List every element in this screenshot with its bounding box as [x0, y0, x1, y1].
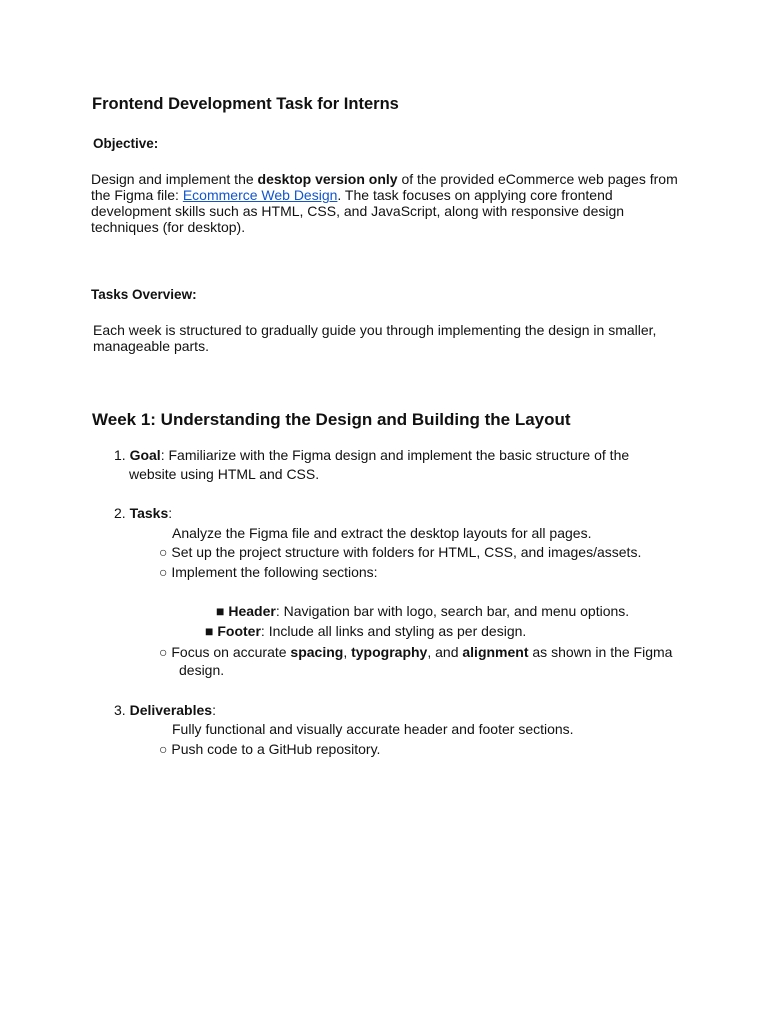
goal-text-line-2: website using HTML and CSS.	[129, 466, 320, 482]
focus-spacing: spacing	[290, 644, 344, 660]
goal-text: : Familiarize with the Figma design and implement the basic structure of the	[160, 447, 630, 463]
tasks-item	[114, 505, 172, 522]
circle-bullet-icon: ○	[159, 544, 168, 560]
objective-line-1	[91, 171, 678, 188]
focus-text: , and	[427, 644, 463, 660]
objective-text: Design and implement the	[91, 171, 258, 187]
objective-line-4: techniques (for desktop).	[91, 219, 246, 235]
list-number: 2.	[114, 505, 126, 521]
objective-text: the Figma file:	[91, 187, 183, 203]
focus-typography: typography	[351, 644, 428, 660]
square-bullet-icon: ■	[216, 603, 225, 619]
deliverables-subitem-text: Push code to a GitHub repository.	[171, 741, 381, 757]
tasks-label: Tasks	[129, 505, 169, 521]
focus-text: as shown in the Figma	[528, 644, 673, 660]
list-number: 1.	[114, 447, 126, 463]
focus-text-line-2: design.	[179, 662, 225, 678]
circle-bullet-icon: ○	[159, 564, 168, 580]
tasks-subitem-3	[159, 564, 378, 581]
deliverables-subitem-1: Fully functional and visually accurate header and footer sections.	[172, 721, 574, 737]
focus-alignment: alignment	[462, 644, 529, 660]
circle-bullet-icon: ○	[159, 644, 168, 660]
footer-label: Footer	[217, 623, 261, 639]
overview-line-2: manageable parts.	[93, 338, 209, 354]
tasks-subitem-focus	[159, 644, 672, 661]
tasks-subitem-text: Implement the following sections:	[171, 564, 378, 580]
deliverables-item	[114, 702, 216, 719]
overview-heading: Tasks Overview:	[91, 287, 197, 302]
tasks-subitem-text: Set up the project structure with folders for HTML, CSS, and images/assets.	[171, 544, 642, 560]
footer-text: : Include all links and styling as per design.	[260, 623, 527, 639]
goal-item	[114, 447, 629, 464]
deliverables-subitem-2	[159, 741, 380, 758]
objective-heading: Objective:	[93, 136, 159, 151]
header-text: : Navigation bar with logo, search bar, and menu options.	[275, 603, 630, 619]
focus-text: Focus on accurate	[171, 644, 291, 660]
deliverables-colon: :	[212, 702, 216, 718]
list-number: 3.	[114, 702, 126, 718]
objective-text: of the provided eCommerce web pages from	[397, 171, 678, 187]
goal-label: Goal	[129, 447, 161, 463]
deliverables-label: Deliverables	[129, 702, 213, 718]
objective-emphasis: desktop version only	[257, 171, 398, 187]
tasks-colon: :	[168, 505, 173, 521]
square-bullet-icon: ■	[205, 623, 214, 639]
footer-section-item	[205, 623, 526, 640]
figma-file-link[interactable]: Ecommerce Web Design	[182, 187, 338, 203]
circle-bullet-icon: ○	[159, 741, 168, 757]
focus-text: ,	[343, 644, 352, 660]
tasks-subitem-1: Analyze the Figma file and extract the desktop layouts for all pages.	[172, 525, 592, 541]
objective-line-3: development skills such as HTML, CSS, and JavaScript, along with responsive design	[91, 203, 625, 219]
header-section-item	[216, 603, 629, 620]
header-label: Header	[228, 603, 276, 619]
tasks-subitem-2	[159, 544, 641, 561]
page-title: Frontend Development Task for Interns	[92, 95, 399, 113]
objective-text: . The task focuses on applying core frontend	[337, 187, 613, 203]
overview-line-1: Each week is structured to gradually guide you through implementing the design in smaller,	[93, 322, 657, 338]
objective-line-2	[91, 187, 613, 204]
week1-title: Week 1: Understanding the Design and Building the Layout	[92, 410, 571, 429]
